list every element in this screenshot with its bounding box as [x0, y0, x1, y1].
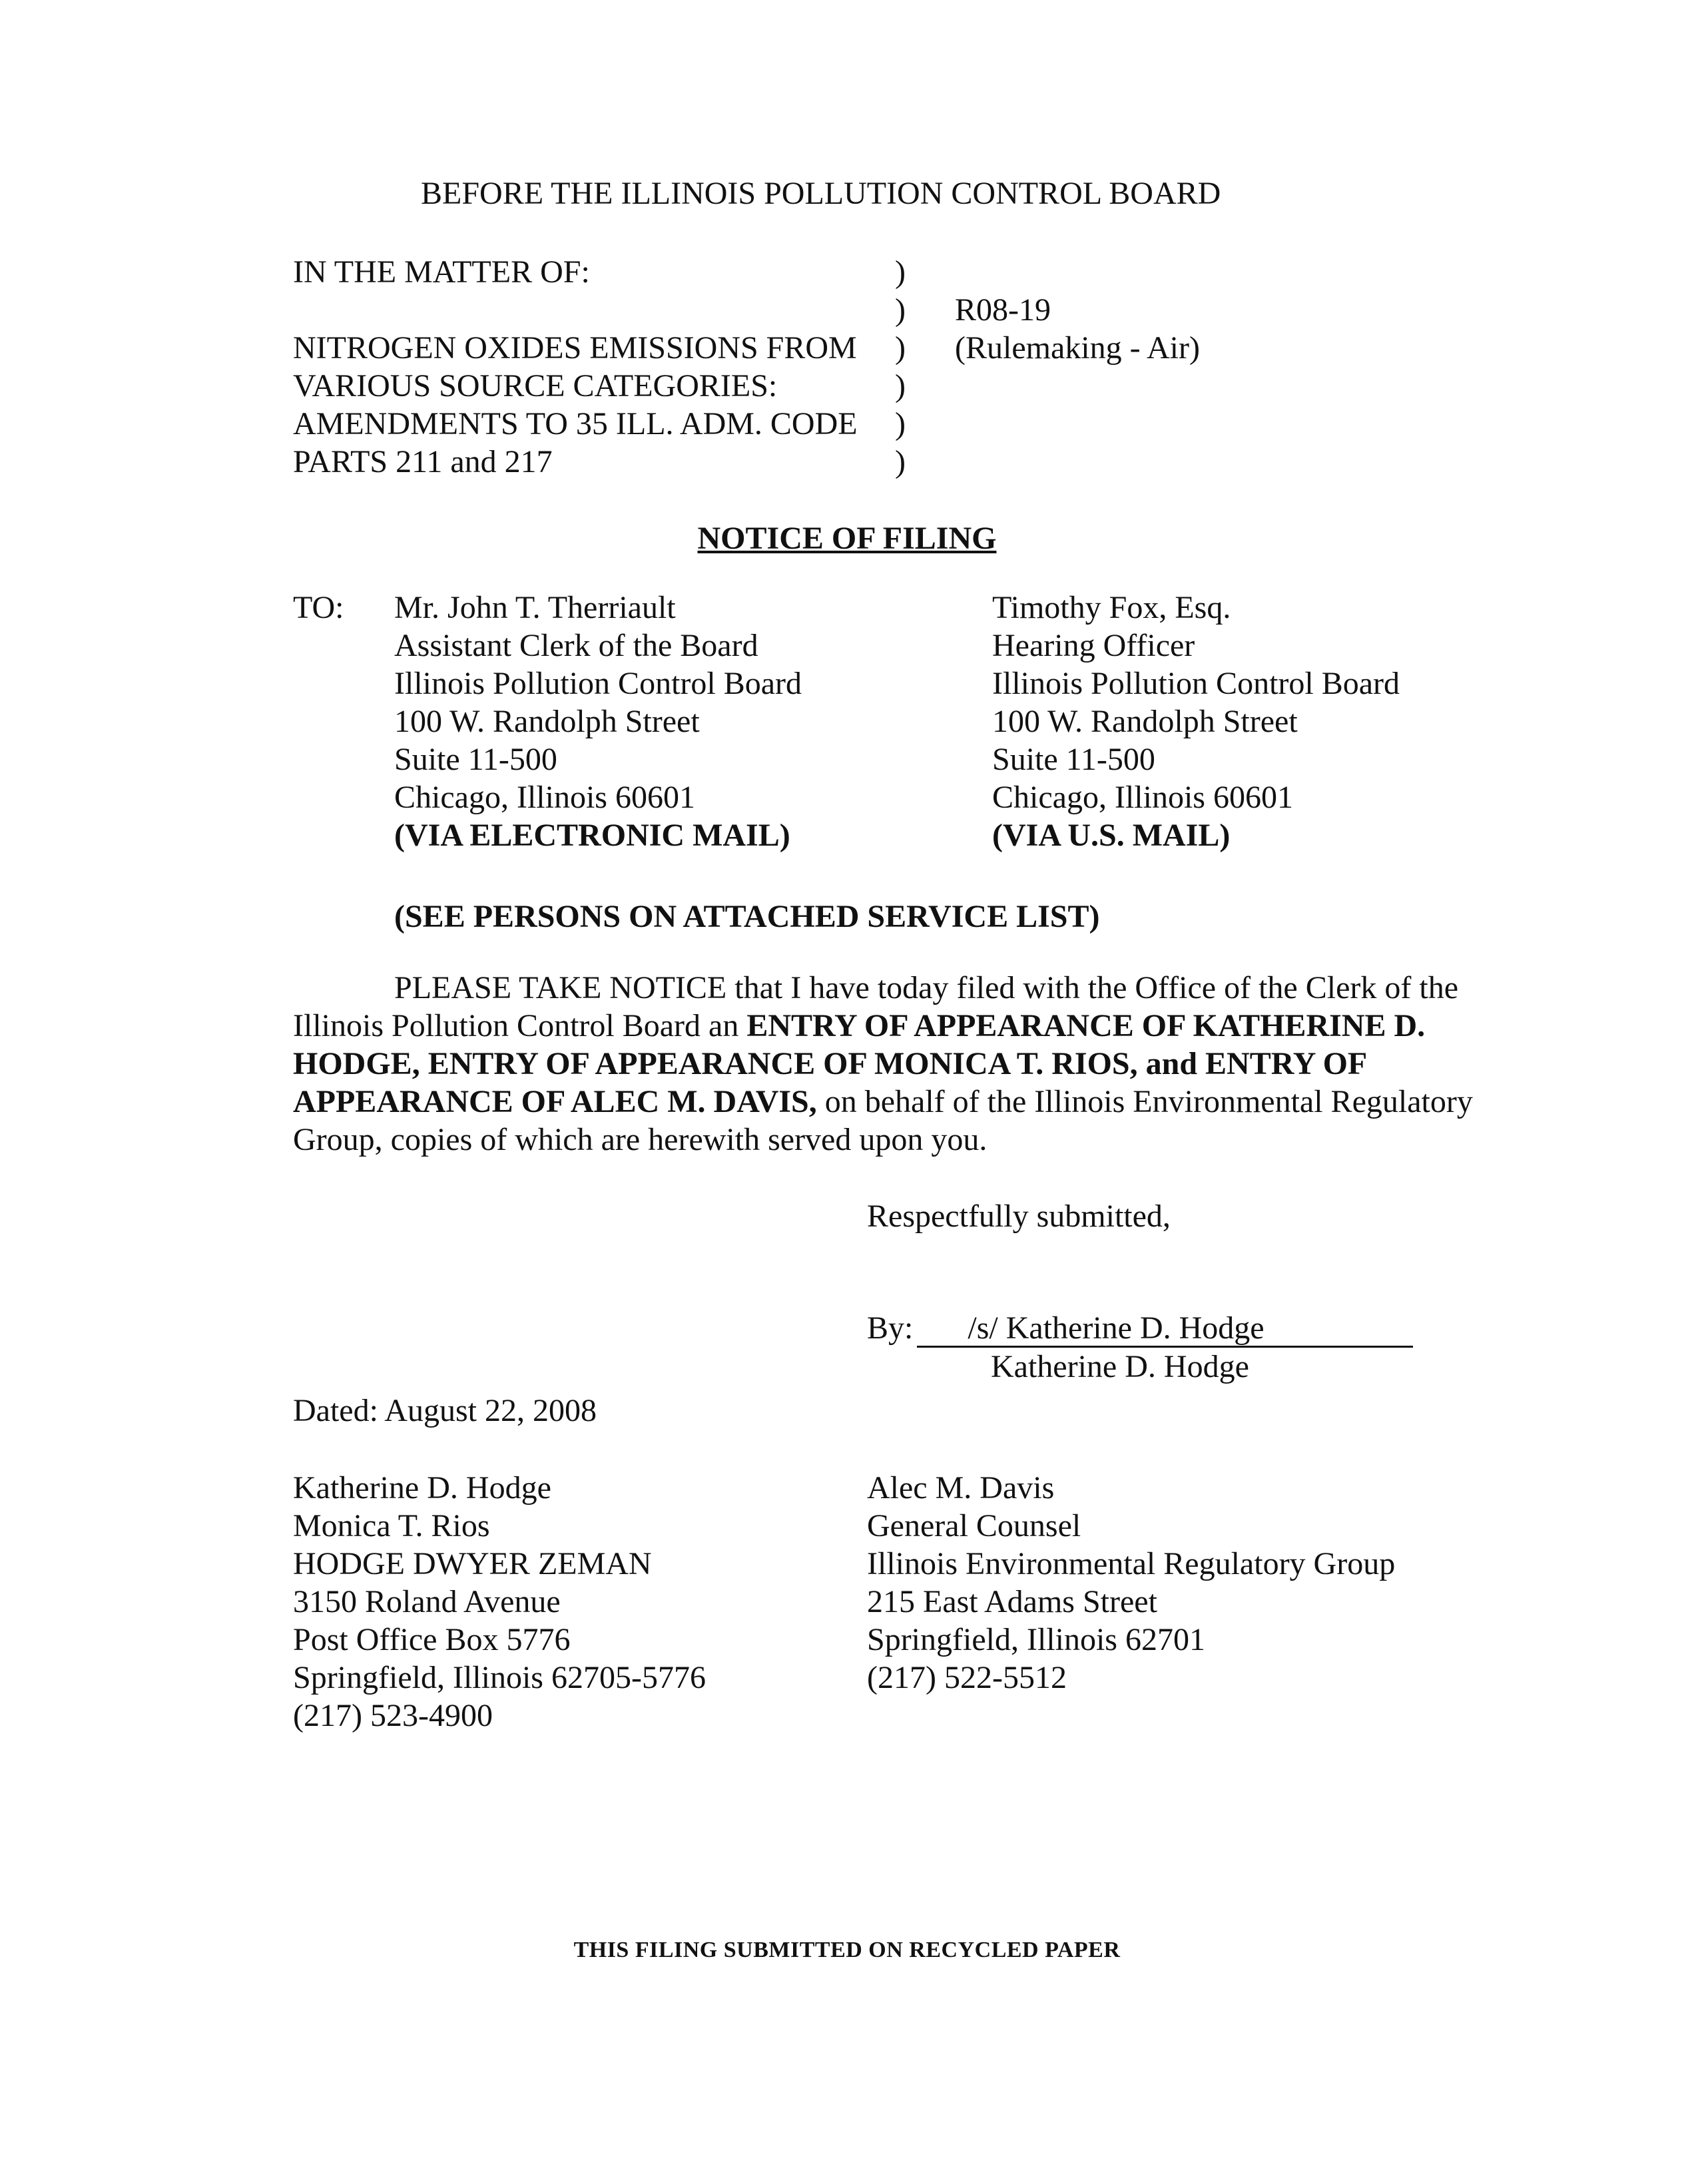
recipient-line: Chicago, Illinois 60601	[992, 780, 1293, 815]
recipient-hearing-officer	[992, 589, 1400, 854]
counsel-line: 215 East Adams Street	[867, 1584, 1157, 1619]
caption-paren: )	[895, 368, 906, 404]
subject-line: VARIOUS SOURCE CATEGORIES:	[293, 368, 778, 404]
counsel-line: (217) 522-5512	[867, 1660, 1067, 1695]
recipient-line: Suite 11-500	[992, 742, 1155, 777]
footer-note: THIS FILING SUBMITTED ON RECYCLED PAPER	[573, 1938, 1121, 1962]
caption-paren: )	[895, 292, 906, 328]
matter-label: IN THE MATTER OF:	[293, 254, 590, 290]
signature-by-label: By:	[867, 1310, 914, 1346]
recipient-line: 100 W. Randolph Street	[394, 704, 700, 739]
counsel-line: 3150 Roland Avenue	[293, 1584, 561, 1619]
subject-line: PARTS 211 and 217	[293, 444, 553, 479]
counsel-line: Monica T. Rios	[293, 1508, 490, 1543]
dated-line: Dated: August 22, 2008	[293, 1393, 597, 1428]
delivery-method: (VIA ELECTRONIC MAIL)	[394, 818, 790, 853]
body-intro: PLEASE TAKE NOTICE that I have today filed with the Office of the Clerk of the Illinois Pollution Control Board an	[293, 970, 1458, 1043]
recipient-clerk	[394, 589, 802, 854]
caption-parentheses	[895, 253, 906, 481]
case-number: R08-19	[955, 292, 1051, 328]
body-outro: on behalf of the Illinois Environmental Regulatory Group, copies of which are herewith served upon you.	[293, 1084, 1473, 1157]
recipient-line: 100 W. Randolph Street	[992, 704, 1298, 739]
counsel-block-davis	[867, 1469, 1395, 1697]
service-list-note: (SEE PERSONS ON ATTACHED SERVICE LIST)	[394, 899, 1100, 934]
subject-line: NITROGEN OXIDES EMISSIONS FROM	[293, 330, 857, 366]
counsel-line: (217) 523-4900	[293, 1698, 493, 1733]
case-type: (Rulemaking - Air)	[955, 330, 1200, 366]
signature-line: /s/ Katherine D. Hodge	[917, 1311, 1413, 1348]
counsel-line: Springfield, Illinois 62701	[867, 1622, 1205, 1657]
counsel-line: HODGE DWYER ZEMAN	[293, 1546, 652, 1581]
subject-line: AMENDMENTS TO 35 ILL. ADM. CODE	[293, 406, 858, 441]
counsel-line: Katherine D. Hodge	[293, 1470, 551, 1505]
counsel-block-hodge	[293, 1469, 706, 1735]
caption-paren: )	[895, 254, 906, 290]
recipient-line: Illinois Pollution Control Board	[394, 666, 802, 701]
caption-paren: )	[895, 444, 906, 479]
case-info	[955, 291, 1200, 367]
counsel-line: Springfield, Illinois 62705-5776	[293, 1660, 706, 1695]
recipient-line: Suite 11-500	[394, 742, 557, 777]
caption-spacer	[293, 291, 858, 329]
recipient-line: Illinois Pollution Control Board	[992, 666, 1400, 701]
recipient-line: Timothy Fox, Esq.	[992, 590, 1231, 625]
counsel-line: General Counsel	[867, 1508, 1081, 1543]
notice-body	[293, 969, 1498, 1159]
recipient-line: Mr. John T. Therriault	[394, 590, 676, 625]
counsel-line: Alec M. Davis	[867, 1470, 1055, 1505]
counsel-line: Illinois Environmental Regulatory Group	[867, 1546, 1396, 1581]
to-label: TO:	[293, 590, 344, 625]
signature-printed-name: Katherine D. Hodge	[991, 1349, 1249, 1384]
counsel-line: Post Office Box 5776	[293, 1622, 571, 1657]
body-documents: ENTRY OF APPEARANCE OF KATHERINE D. HODGE, ENTRY OF APPEARANCE OF MONICA T. RIOS, and ENTRY OF APPEARANCE OF ALEC M. DAVIS,	[293, 1008, 1426, 1119]
board-header: BEFORE THE ILLINOIS POLLUTION CONTROL BOARD	[421, 176, 1221, 211]
notice-title: NOTICE OF FILING	[697, 521, 997, 556]
recipient-line: Hearing Officer	[992, 628, 1195, 663]
delivery-method: (VIA U.S. MAIL)	[992, 818, 1231, 853]
signature-block	[867, 1309, 1413, 1386]
caption-paren: )	[895, 330, 906, 366]
caption-paren: )	[895, 406, 906, 441]
caption-matter	[293, 253, 858, 481]
closing: Respectfully submitted,	[867, 1199, 1171, 1234]
recipient-line: Chicago, Illinois 60601	[394, 780, 695, 815]
recipient-line: Assistant Clerk of the Board	[394, 628, 758, 663]
